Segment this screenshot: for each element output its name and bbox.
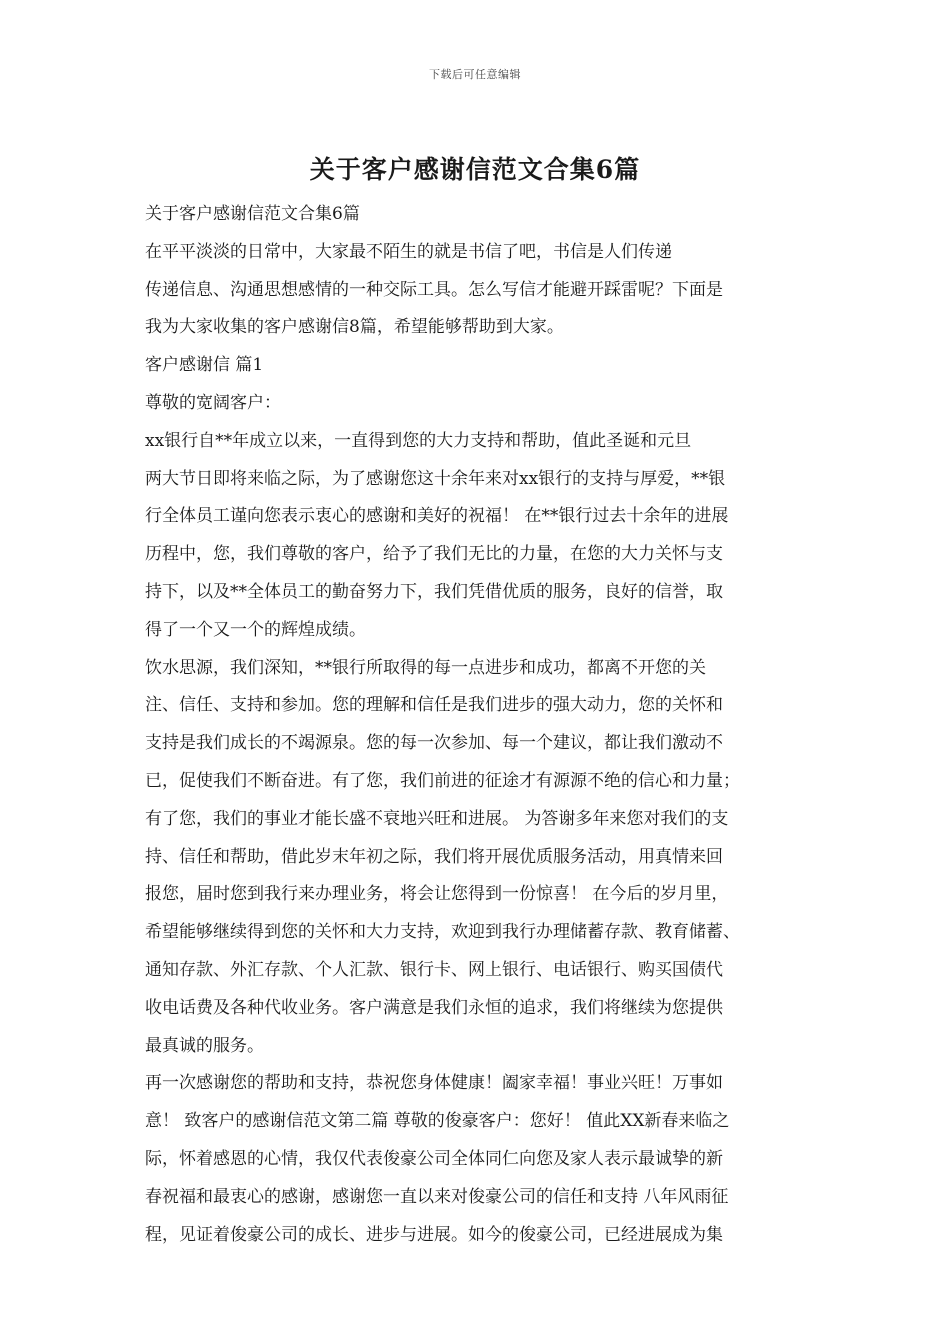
body-line: 春祝福和最衷心的感谢，感谢您一直以来对俊豪公司的信任和支持 八年风雨征 xyxy=(145,1186,729,1207)
body-line: xx银行自**年成立以来，一直得到您的大力支持和帮助，值此圣诞和元旦 xyxy=(145,430,692,451)
document-body xyxy=(145,196,825,1254)
header-note: 下载后可任意编辑 xyxy=(429,68,521,81)
body-line: 得了一个又一个的辉煌成绩。 xyxy=(145,619,366,640)
body-line: 两大节日即将来临之际，为了感谢您这十余年来对xx银行的支持与厚爱，**银 xyxy=(145,468,726,489)
body-line: 持下，以及**全体员工的勤奋努力下，我们凭借优质的服务，良好的信誉，取 xyxy=(145,581,723,602)
body-line: 际，怀着感恩的心情，我仅代表俊豪公司全体同仁向您及家人表示最诚挚的新 xyxy=(145,1148,723,1169)
body-line: 我为大家收集的客户感谢信8篇，希望能够帮助到大家。 xyxy=(145,317,564,338)
document-title: 关于客户感谢信范文合集6篇 xyxy=(309,155,641,184)
body-line: 希望能够继续得到您的关怀和大力支持，欢迎到我行办理储蓄存款、教育储蓄、 xyxy=(145,922,740,943)
body-line: 已，促使我们不断奋进。有了您，我们前进的征途才有源源不绝的信心和力量； xyxy=(145,770,740,791)
body-line: 关于客户感谢信范文合集6篇 xyxy=(145,204,360,224)
body-line: 行全体员工谨向您表示衷心的感谢和美好的祝福！ 在**银行过去十余年的进展 xyxy=(145,506,729,527)
body-line: 有了您，我们的事业才能长盛不衰地兴旺和进展。 为答谢多年来您对我们的支 xyxy=(145,808,729,829)
body-line: 再一次感谢您的帮助和支持，恭祝您身体健康！阖家幸福！事业兴旺！万事如 xyxy=(145,1073,723,1094)
section-heading: 客户感谢信 篇1 xyxy=(145,355,264,376)
body-line: 历程中，您，我们尊敬的客户，给予了我们无比的力量，在您的大力关怀与支 xyxy=(145,544,723,565)
body-line: 持、信任和帮助，借此岁末年初之际，我们将开展优质服务活动，用真情来回 xyxy=(145,846,723,867)
body-line: 支持是我们成长的不竭源泉。您的每一次参加、每一个建议，都让我们激动不 xyxy=(145,733,723,754)
body-line: 通知存款、外汇存款、个人汇款、银行卡、网上银行、电话银行、购买国债代 xyxy=(145,959,723,980)
body-line: 意！ 致客户的感谢信范文第二篇 尊敬的俊豪客户：您好！ 值此XX新春来临之 xyxy=(145,1111,730,1132)
body-line: 收电话费及各种代收业务。客户满意是我们永恒的追求，我们将继续为您提供 xyxy=(145,997,723,1018)
salutation: 尊敬的宽阔客户： xyxy=(145,392,281,413)
body-line: 最真诚的服务。 xyxy=(145,1035,264,1056)
body-line: 报您，届时您到我行来办理业务，将会让您得到一份惊喜！ 在今后的岁月里， xyxy=(145,884,729,905)
body-line: 注、信任、支持和参加。您的理解和信任是我们进步的强大动力，您的关怀和 xyxy=(145,695,723,716)
body-line: 传递信息、沟通思想感情的一种交际工具。怎么写信才能避开踩雷呢？下面是 xyxy=(145,279,723,300)
body-line: 在平平淡淡的日常中，大家最不陌生的就是书信了吧，书信是人们传递 xyxy=(145,241,672,262)
body-line: 程，见证着俊豪公司的成长、进步与进展。如今的俊豪公司，已经进展成为集 xyxy=(145,1224,723,1245)
body-line: 饮水思源，我们深知，**银行所取得的每一点进步和成功，都离不开您的关 xyxy=(145,657,706,678)
